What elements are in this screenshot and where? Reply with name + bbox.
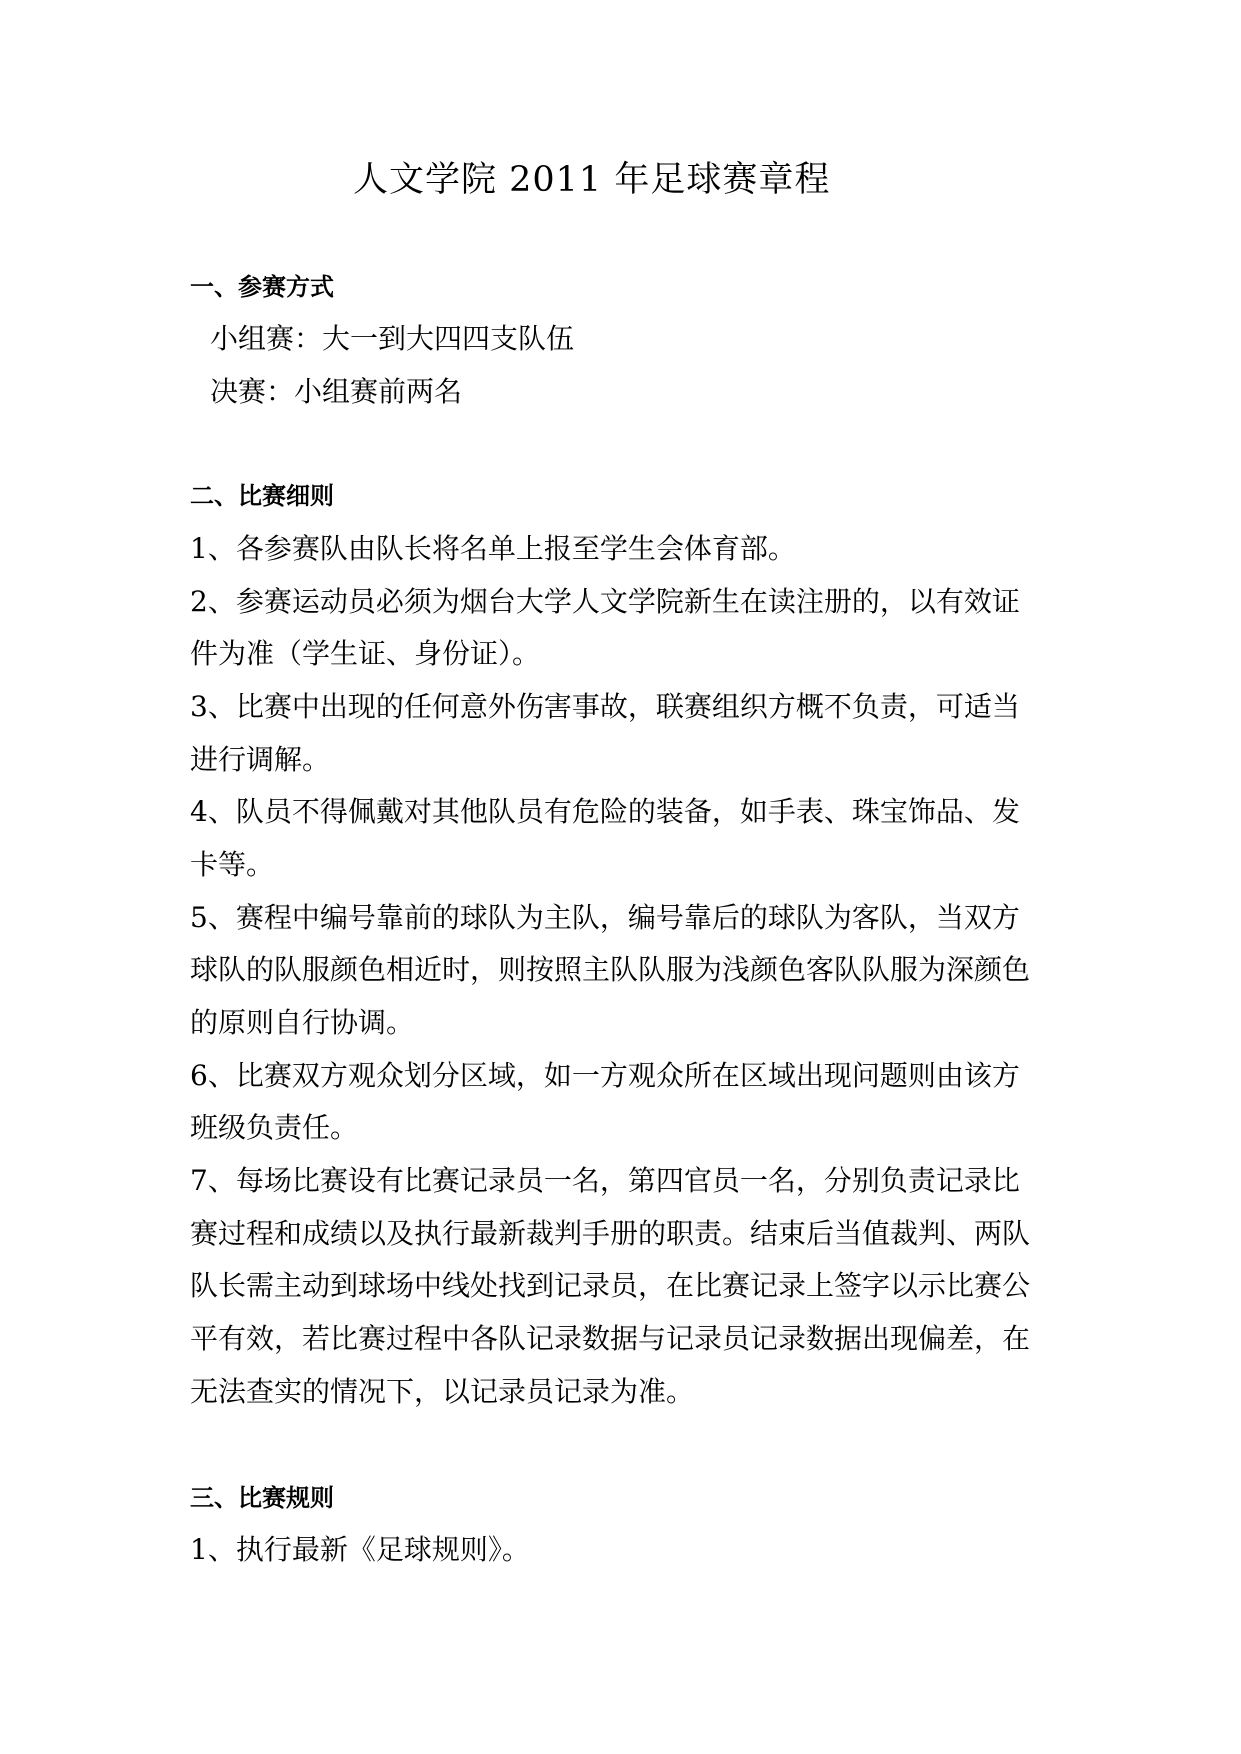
paragraph-line: 4、队员不得佩戴对其他队员有危险的装备，如手表、珠宝饰品、发 — [190, 795, 1020, 828]
paragraph-line: 无法查实的情况下，以记录员记录为准。 — [190, 1375, 695, 1408]
paragraph-line: 2、参赛运动员必须为烟台大学人文学院新生在读注册的，以有效证 — [190, 585, 1020, 618]
paragraph-line: 7、每场比赛设有比赛记录员一名，第四官员一名，分别负责记录比 — [190, 1164, 1020, 1197]
paragraph-line: 6、比赛双方观众划分区域，如一方观众所在区域出现问题则由该方 — [190, 1059, 1020, 1092]
paragraph-line: 球队的队服颜色相近时，则按照主队队服为浅颜色客队队服为深颜色 — [190, 953, 1031, 986]
paragraph-line: 队长需主动到球场中线处找到记录员，在比赛记录上签字以示比赛公 — [190, 1269, 1031, 1302]
paragraph-line: 5、赛程中编号靠前的球队为主队，编号靠后的球队为客队，当双方 — [190, 901, 1020, 934]
paragraph-line: 班级负责任。 — [190, 1111, 359, 1144]
paragraph-line: 进行调解。 — [190, 743, 331, 776]
paragraph-line: 平有效，若比赛过程中各队记录数据与记录员记录数据出现偏差，在 — [190, 1322, 1031, 1355]
paragraph-line: 1、各参赛队由队长将名单上报至学生会体育部。 — [190, 532, 796, 565]
document-title: 人文学院 2011 年足球赛章程 — [353, 160, 831, 200]
paragraph-line: 卡等。 — [190, 848, 275, 881]
section-heading: 一、参赛方式 — [190, 273, 334, 301]
paragraph-line: 的原则自行协调。 — [190, 1006, 415, 1039]
paragraph-line: 1、执行最新《足球规则》。 — [190, 1533, 530, 1566]
section-heading: 二、比赛细则 — [190, 482, 334, 510]
paragraph-line: 小组赛：大一到大四四支队伍 — [210, 322, 575, 355]
paragraph-line: 决赛：小组赛前两名 — [210, 375, 463, 408]
paragraph-line: 赛过程和成绩以及执行最新裁判手册的职责。结束后当值裁判、两队 — [190, 1217, 1031, 1250]
section-heading: 三、比赛规则 — [190, 1484, 334, 1512]
paragraph-line: 件为准（学生证、身份证）。 — [190, 637, 541, 670]
paragraph-line: 3、比赛中出现的任何意外伤害事故，联赛组织方概不负责，可适当 — [190, 690, 1020, 723]
